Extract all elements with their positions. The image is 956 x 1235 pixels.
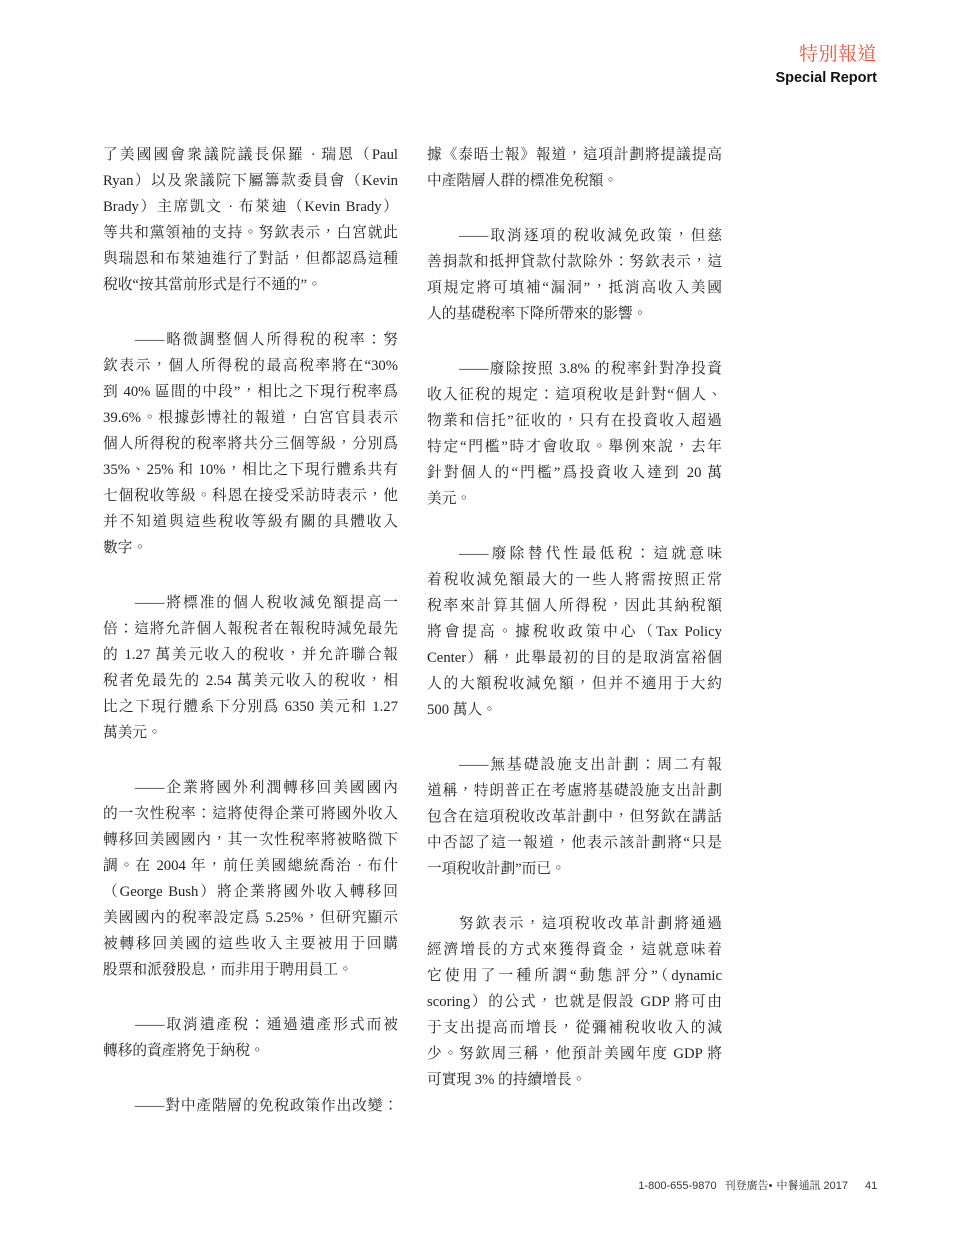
text-line: 人的大額稅收減免額，但并不適用于大約 <box>427 676 722 692</box>
text-line: 的一次性稅率：這將使得企業可將國外收入 <box>103 806 398 822</box>
text-line: ——對中產階層的免稅政策作出改變： <box>135 1098 398 1114</box>
text-line: Ryan）以及衆議院下屬籌款委員會（Kevin <box>103 173 398 189</box>
page-footer <box>638 1179 848 1193</box>
text-line: 中否認了這一報道，他表示該計劃將“只是 <box>427 835 722 851</box>
text-line: ——廢除按照 3.8% 的稅率針對净投資 <box>459 361 722 377</box>
paragraph <box>427 541 722 723</box>
section-title-english: Special Report <box>775 70 877 86</box>
footer-publication: 中餐通訊 2017 <box>776 1180 848 1192</box>
text-line: 比之下現行體系下分別爲 6350 美元和 1.27 <box>103 699 398 715</box>
text-line: 美元。 <box>427 491 472 507</box>
text-line: （George Bush）將企業將國外收入轉移回 <box>103 884 398 900</box>
text-line: 被轉移回美國的這些收入主要被用于回購 <box>103 936 398 952</box>
paragraph <box>103 775 398 983</box>
text-line: 它使用了一種所謂“動態評分”（dynamic <box>427 968 722 984</box>
paragraph <box>103 1012 398 1064</box>
text-line: 少。努欽周三稱，他預計美國年度 GDP 將 <box>427 1046 722 1062</box>
text-line: 39.6%。根據彭博社的報道，白宮官員表示 <box>103 410 398 426</box>
text-line: 項規定將可填補“漏洞”，抵消高收入美國 <box>427 280 722 296</box>
text-line: 可實現 3% 的持續增長。 <box>427 1072 587 1088</box>
paragraph <box>427 356 722 512</box>
paragraph <box>427 142 722 194</box>
page-number: 41 <box>865 1180 878 1192</box>
text-line: 稅者免最先的 2.54 萬美元收入的稅收，相 <box>103 673 398 689</box>
text-line: 的 1.27 萬美元收入的稅收，并允許聯合報 <box>103 647 398 663</box>
text-line: 轉移回美國國內，其一次性稅率將被略微下 <box>103 832 398 848</box>
paragraph <box>427 223 722 327</box>
text-line: 了美國國會衆議院議長保羅 · 瑞恩（Paul <box>103 147 398 163</box>
text-line: 一項稅收計劃”而已。 <box>427 861 566 877</box>
text-line: 調。在 2004 年，前任美國總統喬治 · 布什 <box>103 858 398 874</box>
text-line: ——取消逐項的稅收減免政策，但慈 <box>459 228 722 244</box>
text-line: 欽表示，個人所得稅的最高稅率將在“30% <box>103 358 398 374</box>
section-title-chinese: 特別報道 <box>798 44 877 65</box>
text-line: Center）稱，此舉最初的目的是取消富裕個 <box>427 650 722 666</box>
footer-phone: 1-800-655-9870 <box>638 1180 717 1192</box>
text-line: 股票和派發股息，而非用于聘用員工。 <box>103 962 353 978</box>
text-line: 針對個人的“門檻”爲投資收入達到 20 萬 <box>427 465 722 481</box>
text-line: ——企業將國外利潤轉移回美國國內 <box>135 780 398 796</box>
text-line: 收入征稅的規定：這項稅收是針對“個人、 <box>427 387 722 403</box>
paragraph <box>427 752 722 882</box>
paragraph <box>103 142 398 298</box>
text-line: 于支出提高而增長，從彌補稅收收入的減 <box>427 1020 722 1036</box>
text-line: 着稅收減免額最大的一些人將需按照正常 <box>427 572 722 588</box>
text-line: 美國國內的稅率設定爲 5.25%，但研究顯示 <box>103 910 398 926</box>
text-line: ——無基礎設施支出計劃：周二有報 <box>459 757 722 773</box>
text-line: 數字。 <box>103 540 148 556</box>
text-line: 35%、25% 和 10%，相比之下現行體系共有 <box>103 462 398 478</box>
paragraph <box>103 327 398 561</box>
text-line: 等共和黨領袖的支持。努欽表示，白宮就此 <box>103 225 398 241</box>
text-line: 據《泰晤士報》報道，這項計劃將提議提高 <box>427 147 722 163</box>
text-line: Brady）主席凱文 · 布萊迪（Kevin Brady） <box>103 199 398 215</box>
text-line: 物業和信托”征收的，只有在投資收入超過 <box>427 413 722 429</box>
text-line: 萬美元。 <box>103 725 162 741</box>
text-line: 善捐款和抵押貸款付款除外：努欽表示，這 <box>427 254 722 270</box>
text-line: 倍：這將允許個人報稅者在報稅時減免最先 <box>103 621 398 637</box>
text-line: 經濟增長的方式來獲得資金，這就意味着 <box>427 942 722 958</box>
text-line: 與瑞恩和布萊迪進行了對話，但都認爲這種 <box>103 251 398 267</box>
text-line: 500 萬人。 <box>427 702 497 718</box>
text-line: 轉移的資產將免于納稅。 <box>103 1043 265 1059</box>
text-line: 努欽表示，這項稅收改革計劃將通過 <box>459 916 722 932</box>
text-line: scoring）的公式，也就是假設 GDP 將可由 <box>427 994 722 1010</box>
text-line: 到 40% 區間的中段”，相比之下現行稅率爲 <box>103 384 398 400</box>
text-line: ——將標准的個人稅收減免額提高一 <box>135 595 398 611</box>
text-line: ——略微調整個人所得稅的稅率：努 <box>135 332 398 348</box>
text-line: 并不知道與這些稅收等級有關的具體收入 <box>103 514 398 530</box>
text-line: 中產階層人群的標准免稅額。 <box>427 173 618 189</box>
right-text-column <box>427 142 722 1122</box>
paragraph <box>427 911 722 1093</box>
text-line: 個人所得稅的稅率將共分三個等級，分別爲 <box>103 436 398 452</box>
text-line: ——取消遺產稅：通過遺產形式而被 <box>135 1017 398 1033</box>
text-line: 稅率來計算其個人所得稅，因此其納稅額 <box>427 598 722 614</box>
left-text-column <box>103 142 398 1148</box>
text-line: 將會提高。據稅收政策中心（Tax Policy <box>427 624 722 640</box>
text-line: 稅收“按其當前形式是行不通的”。 <box>103 277 322 293</box>
paragraph <box>103 590 398 746</box>
text-line: 特定“門檻”時才會收取。舉例來說，去年 <box>427 439 722 455</box>
text-line: 七個稅收等級。科恩在接受采訪時表示，他 <box>103 488 398 504</box>
text-line: 道稱，特朗普正在考慮將基礎設施支出計劃 <box>427 783 722 799</box>
footer-advertise: 刊登廣告• <box>724 1180 773 1192</box>
paragraph <box>103 1093 398 1119</box>
text-line: 包含在這項稅收改革計劃中，但努欽在講話 <box>427 809 722 825</box>
text-line: 人的基礎稅率下降所帶來的影響。 <box>427 306 648 322</box>
text-line: ——廢除替代性最低稅：這就意味 <box>459 546 722 562</box>
